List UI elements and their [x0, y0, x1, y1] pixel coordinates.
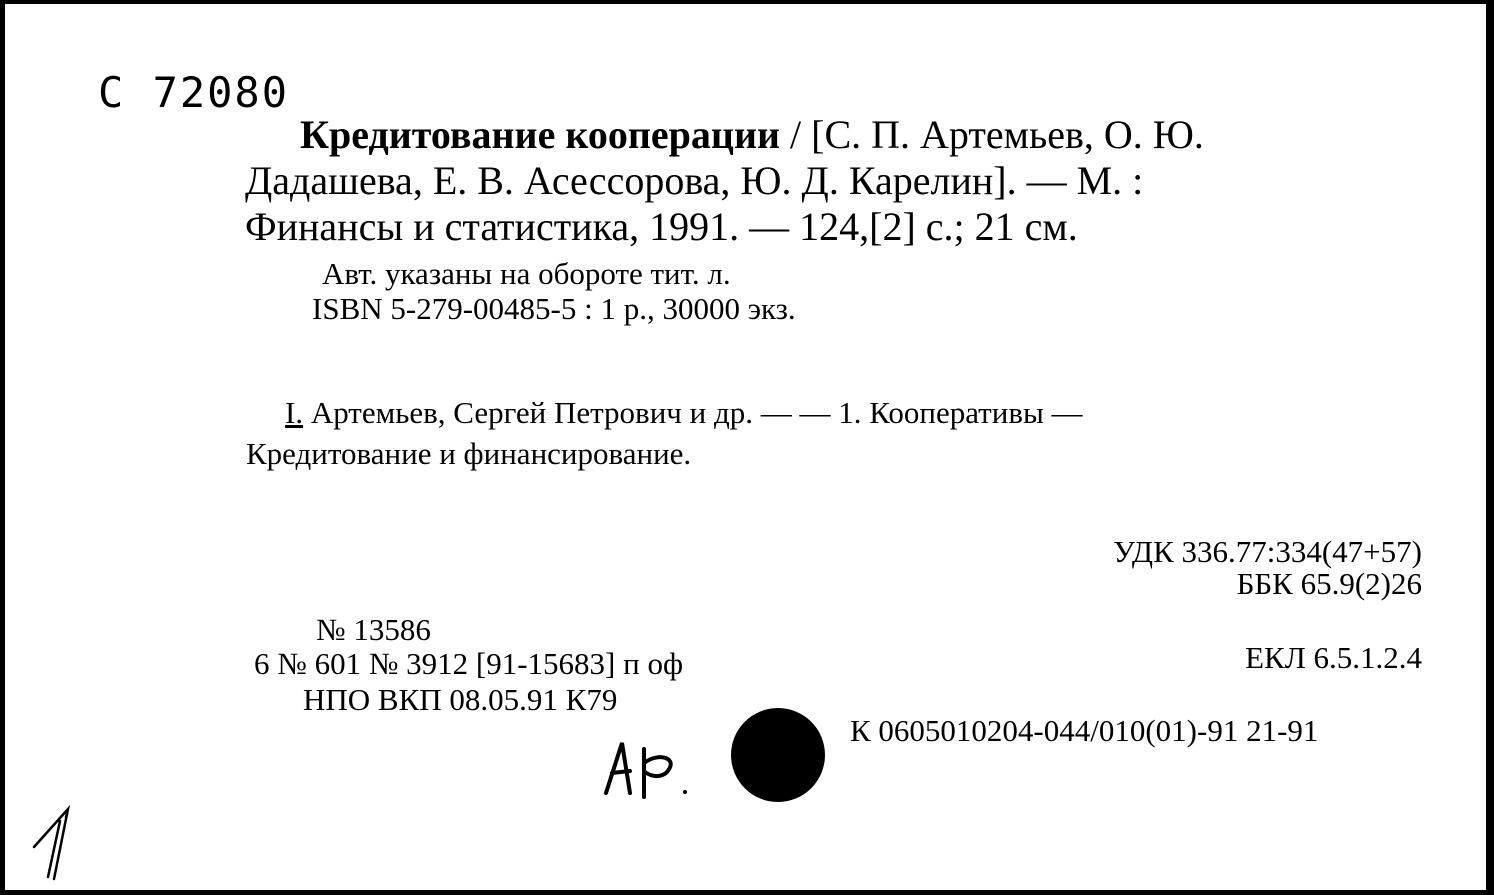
tracing-text: Артемьев, Сергей Петрович и др. — — 1. Кооперативы — — [303, 395, 1083, 430]
order-number: № 13586 — [316, 612, 431, 647]
title-line — [300, 112, 1204, 158]
tracing-roman-numeral: I. — [285, 395, 304, 430]
npo-line: НПО ВКП 08.05.91 К79 — [303, 682, 618, 717]
author-note: Авт. указаны на обороте тит. л. — [322, 256, 731, 291]
bbk-code: ББК 65.9(2)26 — [1236, 566, 1422, 601]
udk-code: УДК 336.77:334(47+57) — [1113, 534, 1422, 569]
publication-line: Финансы и статистика, 1991. — 124,[2] с.; 21 см. — [245, 204, 1078, 249]
k-code: К 0605010204-044/010(01)-91 21-91 — [850, 713, 1319, 748]
book-title: Кредитование кооперации — [300, 112, 781, 157]
black-dot-mark — [731, 708, 825, 802]
tracing-line — [285, 395, 1083, 431]
handwritten-one-icon — [20, 805, 90, 885]
isbn-line: ISBN 5-279-00485-5 : 1 р., 30000 экз. — [312, 291, 796, 326]
authors-line: Дадашева, Е. В. Асессорова, Ю. Д. Карелин]. — М. : — [245, 158, 1144, 203]
print-info-line: 6 № 601 № 3912 [91-15683] п оф — [254, 646, 684, 681]
handwritten-initials-icon — [600, 735, 690, 800]
responsibility-statement: / [С. П. Артемьев, О. Ю. — [780, 112, 1204, 157]
ekl-code: ЕКЛ 6.5.1.2.4 — [1245, 640, 1422, 675]
subject-heading: Кредитование и финансирование. — [246, 436, 692, 471]
call-number: С 72080 — [98, 68, 290, 117]
